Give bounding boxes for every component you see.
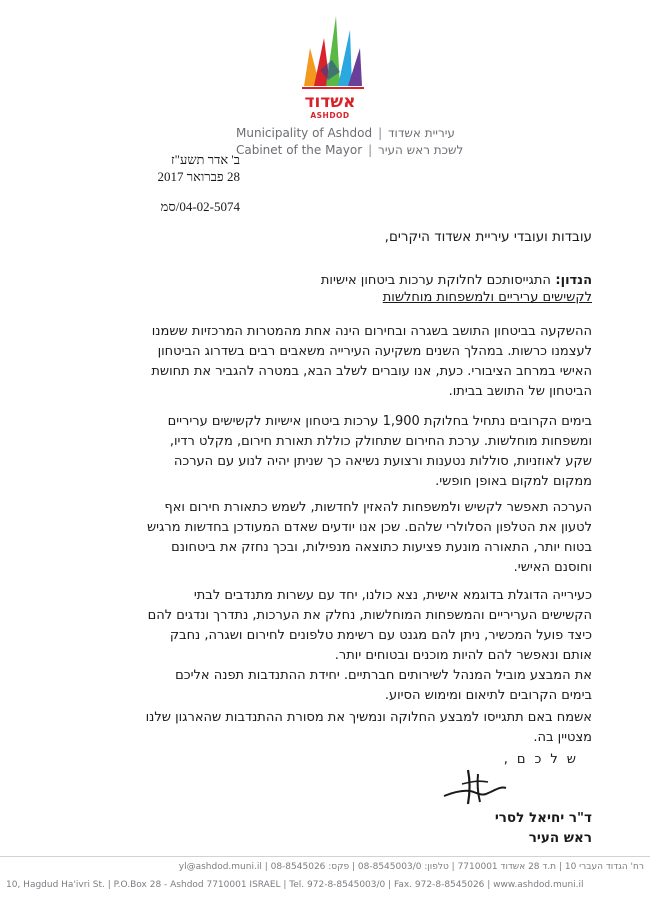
paragraph-line: האישי במרחב הציבורי. כעת, אנו עוברים לשלב הבא, במטרה להגביר את תחושת (151, 364, 592, 379)
org-en-municipality: Municipality of Ashdod (236, 126, 373, 140)
paragraph-line: כיצד פועל המכשיר, ניתן להם מגנט עם רשימת טלפונים לחירום ושגרה, נחבק (169, 628, 592, 643)
paragraph-line: הקשישים העריריים והמשפחות המוחלשות, נחלק את הערכות, נתדרך ונדגים להם (147, 608, 592, 623)
signer-title: ראש העיר (528, 830, 592, 846)
paragraph-line: אשמח באם תתגייסו למבצע החלוקה ונמשיך את מסורת ההתנדבות שהארגון שלנו (145, 710, 592, 725)
paragraph-line: וחוסנם האישי. (513, 560, 592, 575)
paragraph-line: ממקום למקום באופן חופשי. (435, 474, 592, 489)
paragraph-line: לטעון את הטלפון הסלולרי שלהם. שכן אנו יודעים שאדם המעודכן בחדשות מרגיש (146, 520, 592, 535)
reference-number: 04-02-5074/סמ (160, 199, 240, 214)
gregorian-date: 28 פברואר 2017 (157, 169, 240, 184)
greeting: עובדות ועובדי עיריית אשדוד היקרים, (384, 229, 592, 245)
signer-block (392, 808, 592, 848)
paragraph-line: לעצמנו כרשות. במהלך השנים משקיעה העירייה משאבים רבים בשדרוג הביטחון (157, 344, 592, 359)
paragraph-2 (52, 412, 592, 492)
ashdod-logo (290, 8, 370, 120)
paragraph-1 (52, 322, 592, 402)
handwritten-signature (440, 766, 510, 808)
org-he-municipality: עיריית אשדוד (388, 126, 455, 140)
paragraph-4 (52, 586, 592, 666)
subject-line-2: לקשישים עריריים ולמשפחות מוחלשות (382, 290, 592, 305)
footer-divider (0, 856, 650, 857)
footer-english: 10, Hagdud Ha'ivri St. | P.O.Box 28 - Ashdod 7710001 ISRAEL | Tel. 972-8-8545003/0 | Fax. 972-8-8545026 | www.ashdod.muni.il (6, 880, 584, 890)
closing: שלכם, (503, 752, 585, 767)
paragraph-line: שקע לאוזניות, סוללות נטענות ורצועת נשיאה כך שניתן יהיה לנוע עם הערכה (173, 454, 592, 469)
paragraph-line: את המבצע מוביל המנהל לשירותים חברתיים. יחידת ההתנדבות תפנה אליכם (175, 668, 592, 683)
paragraph-3 (52, 498, 592, 578)
paragraph-line: בימים הקרובים נתחיל בחלוקת 1,900 ערכות ביטחון אישיות לקשישים עריריים (167, 414, 592, 429)
org-en-cabinet: Cabinet of the Mayor (236, 143, 363, 157)
org-row-municipality: Municipality of Ashdod | עיריית אשדוד (236, 126, 455, 140)
paragraph-line: מצטיין בה. (533, 730, 592, 745)
paragraph-5 (52, 666, 592, 706)
paragraph-line: ומשפחות מוחלשות. ערכת החירום שתחולק כוללת תאורת חירום, מקלט רדיו, (169, 434, 592, 449)
paragraph-line: ההשקעה בביטחון התושב בשגרה ובחירום הינה אחת מהמטרות המרכזיות ששמנו (151, 324, 592, 339)
paragraph-line: בימים הקרובים לתיאום ומימוש הסיוע. (384, 688, 592, 703)
paragraph-line: כעירייה הדוגלת בדוגמא אישית, נצא כולנו, יחד עם עשרות מתנדבים לבתי (193, 588, 592, 603)
hebrew-date: ב' אדר תשע"ז (171, 152, 240, 167)
paragraph-line: הערכה תאפשר לקשיש ולמשפחות להאזין לחדשות, לשמש כתאורת חירום ואף (164, 500, 592, 515)
subject-block: הנדון: התגייסותכם לחלוקת ערכות ביטחון אישיות לקשישים עריריים ולמשפחות מוחלשות (212, 272, 592, 306)
ashdod-sails-icon (290, 8, 370, 98)
paragraph-line: בטוח יותר, התאורה מונעת פציעות כתוצאה מנפילות, ובכך נחזק את ביטחונם (171, 540, 592, 555)
signer-name: ד"ר יחיאל לסרי (494, 810, 592, 826)
org-he-cabinet: לשכת ראש העיר (378, 143, 464, 157)
paragraph-line: הביטחון של התושב בביתו. (448, 384, 592, 399)
logo-english-name: ASHDOD (310, 111, 350, 120)
subject-label: הנדון (560, 273, 592, 288)
paragraph-line: אותם ונאפשר להם להיות מוכנים ובטוחים יותר. (334, 648, 592, 663)
organization-block (236, 125, 486, 159)
logo-hebrew-name: אשדוד (304, 92, 356, 112)
org-row-cabinet: Cabinet of the Mayor | לשכת ראש העיר (236, 143, 464, 157)
subject-line-1: התגייסותכם לחלוקת ערכות ביטחון אישיות (320, 273, 551, 288)
footer-hebrew: רח' הגדוד העברי 10 | ת.ד 28 אשדוד 7710001 | טלפון: 08-8545003/0 | פקס: 08-8545026 | yl@ashdod.muni.il (178, 862, 644, 872)
paragraph-6 (52, 708, 592, 748)
